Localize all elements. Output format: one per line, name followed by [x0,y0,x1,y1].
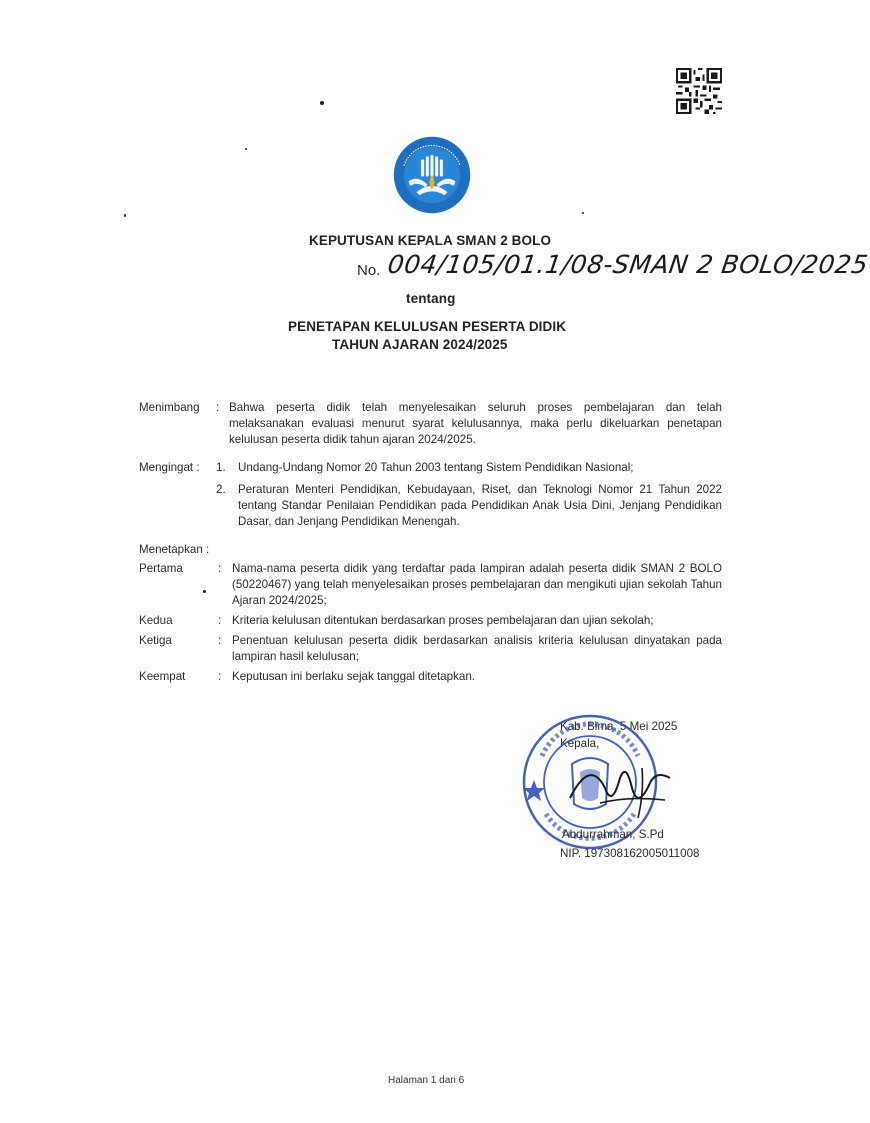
menimbang-colon: : [216,401,220,414]
subject-line-2: TAHUN AJARAN 2024/2025 [332,337,508,352]
qr-code-icon [676,68,722,114]
decision-item-label: Keempat [139,670,186,683]
decision-item-colon: : [218,670,222,683]
subject-line-1: PENETAPAN KELULUSAN PESERTA DIDIK [288,319,567,334]
scan-speck [203,590,206,593]
scan-speck [245,148,247,150]
page-number: Halaman 1 dari 6 [388,1075,465,1086]
menimbang-text: Bahwa peserta didik telah menyelesaikan seluruh proses pembelajaran dan telah melaksanakan evaluasi menurut syarat kelulusannya, maka perlu dikeluarkan penetapan kelulusan peserta didik tahun ajaran 2024/2025. [229,401,722,446]
signature-place-date: Kab. Bima, 5 Mei 2025 [560,720,678,733]
number-label: No. [357,262,381,279]
mengingat-item-number: 2. [216,483,226,496]
decision-item-text: Penentuan kelulusan peserta didik berdasarkan analisis kriteria kelulusan dinyatakan pada lampiran hasil kelulusan; [232,634,722,663]
menimbang-label: Menimbang [139,401,200,414]
decree-number-handwritten: 004/105/01.1/08-SMAN 2 BOLO/2025 [385,250,870,279]
decision-item-text: Keputusan ini berlaku sejak tanggal ditetapkan. [232,670,475,683]
mengingat-item-number: 1. [216,461,226,474]
decision-item-label: Pertama [139,562,183,575]
mengingat-item-text: Peraturan Menteri Pendidikan, Kebudayaan, Riset, dan Teknologi Nomor 21 Tahun 2022 tentang Standar Penilaian Pendidikan pada Pendidikan Anak Usia Dini, Jenjang Pendidikan Dasar, dan Jenjang Pendidikan Menengah. [238,483,722,528]
tut-wuri-handayani-logo [393,136,471,214]
handwritten-signature [560,748,680,828]
scan-speck [582,212,584,214]
decision-item-label: Kedua [139,614,173,627]
decision-item-colon: : [218,634,222,647]
decision-item-label: Ketiga [139,634,172,647]
decision-item-text: Nama-nama peserta didik yang terdaftar pada lampiran adalah peserta didik SMAN 2 BOLO (50220467) yang telah menyelesaikan proses pembelajaran dan mengikuti ujian sekolah Tahun Ajaran 2024/2025; [232,562,722,607]
mengingat-item-text: Undang-Undang Nomor 20 Tahun 2003 tentang Sistem Pendidikan Nasional; [238,461,634,474]
menetapkan-label: Menetapkan : [139,543,210,556]
decree-title: KEPUTUSAN KEPALA SMAN 2 BOLO [309,233,552,248]
scan-speck [124,214,126,217]
decision-item-colon: : [218,614,222,627]
signature-role: Kepala, [560,737,600,750]
decision-item-text: Kriteria kelulusan ditentukan berdasarkan proses pembelajaran dan ujian sekolah; [232,614,654,627]
signer-name: Abdurrahman, S.Pd [562,828,664,841]
about-heading: tentang [406,291,456,306]
signer-nip: NIP. 197308162005011008 [560,847,700,860]
decision-item-colon: : [218,562,222,575]
scan-speck [320,101,324,105]
mengingat-label: Mengingat : [139,461,200,474]
